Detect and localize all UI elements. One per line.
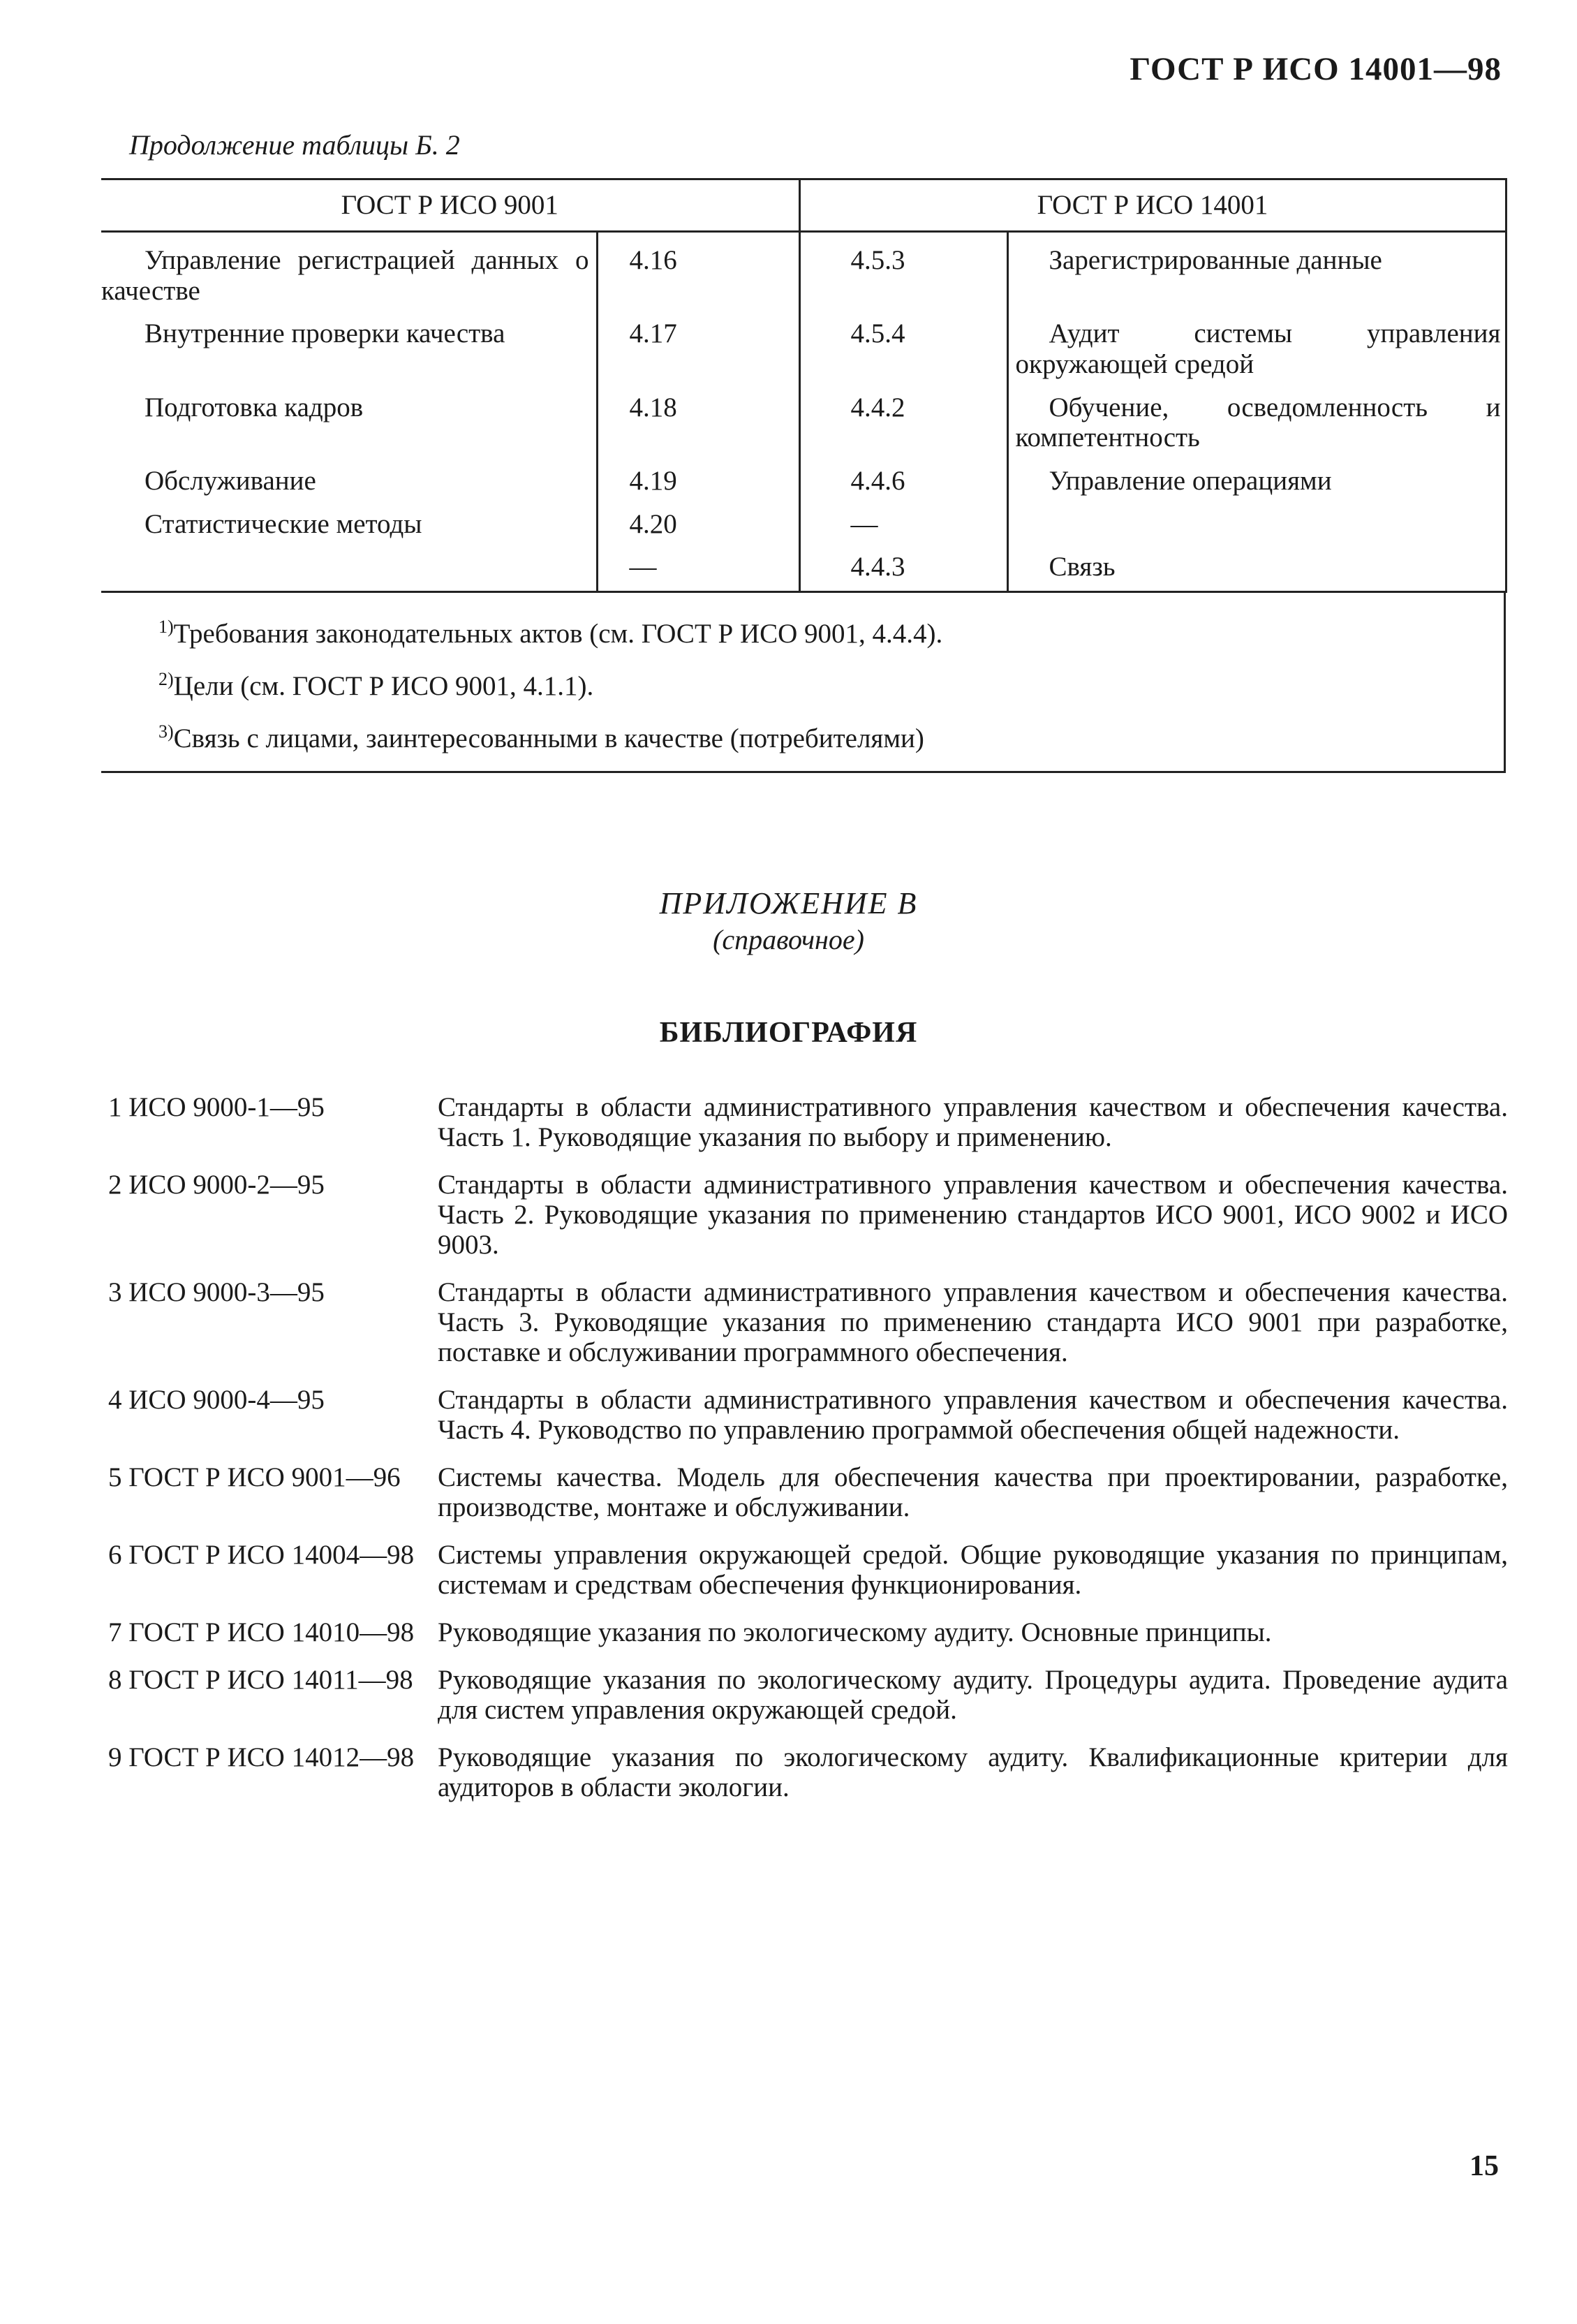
footnote-text: Связь с лицами, заинтересованными в качестве (потребителями) bbox=[173, 723, 924, 754]
bibliography-ref: 6 ГОСТ Р ИСО 14004—98 bbox=[108, 1540, 415, 1570]
appendix-subtitle: (справочное) bbox=[713, 924, 864, 955]
quality-element-name: Подготовка кадров bbox=[145, 392, 364, 422]
quality-element-cell bbox=[101, 453, 597, 497]
iso9001-clause: 4.20 bbox=[597, 497, 799, 540]
bibliography-text: Руководящие указания по экологическому аудиту. Квалификационные критерии для аудиторов в области экологии. bbox=[438, 1742, 1508, 1802]
footnote-mark: 3) bbox=[158, 721, 174, 742]
table-row bbox=[101, 232, 1506, 307]
table-caption: Продолжение таблицы Б. 2 bbox=[129, 129, 460, 161]
environmental-element-cell bbox=[1007, 453, 1506, 497]
iso14001-clause: 4.4.3 bbox=[799, 539, 1007, 591]
footnote-text: Требования законодательных актов (см. ГОСТ Р ИСО 9001, 4.4.4). bbox=[173, 619, 943, 649]
environmental-element-name: Аудит системы управления bbox=[1049, 318, 1501, 349]
bibliography-item bbox=[108, 1742, 1508, 1802]
quality-element-name bbox=[101, 552, 145, 582]
environmental-element-name: Связь bbox=[1049, 552, 1116, 582]
bibliography-item bbox=[108, 1385, 1508, 1445]
quality-element-name: Обслуживание bbox=[145, 466, 316, 497]
mapping-table-container bbox=[101, 178, 1506, 773]
iso14001-clause: 4.4.6 bbox=[799, 453, 1007, 497]
iso14001-clause: — bbox=[799, 497, 1007, 540]
bibliography-ref: 2 ИСО 9000-2—95 bbox=[108, 1170, 325, 1200]
bibliography-text: Стандарты в области административного управления качеством и обеспечения качества. Часть 4. Руководство по управлению программой обеспечения общей надежности. bbox=[438, 1385, 1508, 1445]
environmental-element-name: Зарегистрированные данные bbox=[1049, 245, 1382, 275]
bibliography-item bbox=[108, 1617, 1508, 1647]
footnote bbox=[158, 709, 1504, 761]
page-number: 15 bbox=[1469, 2150, 1499, 2182]
environmental-element-name-cont: компетентность bbox=[1015, 422, 1200, 453]
footnote-mark: 2) bbox=[158, 669, 174, 690]
footnote-mark: 1) bbox=[158, 617, 174, 638]
environmental-element-name-cont: окружающей средой bbox=[1015, 349, 1254, 380]
iso14001-clause: 4.5.3 bbox=[799, 232, 1007, 307]
bibliography-ref: 5 ГОСТ Р ИСО 9001—96 bbox=[108, 1462, 401, 1492]
bibliography-text: Системы качества. Модель для обеспечения качества при проектировании, разработке, производстве, монтаже и обслуживании. bbox=[438, 1462, 1508, 1522]
bibliography-list bbox=[108, 1092, 1508, 1820]
table-row bbox=[101, 306, 1506, 379]
bibliography-item bbox=[108, 1277, 1508, 1367]
bibliography-text: Системы управления окружающей средой. Общие руководящие указания по принципам, системам и средствам обеспечения функционирования. bbox=[438, 1540, 1508, 1600]
bibliography-ref: 9 ГОСТ Р ИСО 14012—98 bbox=[108, 1742, 415, 1772]
quality-element-cell bbox=[101, 380, 597, 453]
environmental-element-cell bbox=[1007, 539, 1506, 591]
bibliography-text: Стандарты в области административного управления качеством и обеспечения качества. Часть 3. Руководящие указания по применению стандарта ИСО 9001 при разработке, поставке и обслуживании программного обеспечения. bbox=[438, 1277, 1508, 1367]
bibliography-ref: 4 ИСО 9000-4—95 bbox=[108, 1385, 325, 1415]
bibliography-item bbox=[108, 1462, 1508, 1522]
environmental-element-name: Управление операциями bbox=[1049, 466, 1332, 497]
environmental-element-cell bbox=[1007, 306, 1506, 379]
column-header-iso14001: ГОСТ Р ИСО 14001 bbox=[799, 179, 1506, 232]
column-header-iso9001: ГОСТ Р ИСО 9001 bbox=[101, 179, 799, 232]
footnote bbox=[158, 656, 1504, 709]
environmental-element-cell bbox=[1007, 497, 1506, 540]
iso9001-clause: 4.18 bbox=[597, 380, 799, 453]
iso9001-clause: — bbox=[597, 539, 799, 591]
iso14001-clause: 4.5.4 bbox=[799, 306, 1007, 379]
bibliography-ref: 3 ИСО 9000-3—95 bbox=[108, 1277, 325, 1307]
quality-element-name: Внутренние проверки качества bbox=[145, 318, 505, 349]
bibliography-item bbox=[108, 1170, 1508, 1260]
environmental-element-cell bbox=[1007, 232, 1506, 307]
table-header-row bbox=[101, 179, 1506, 232]
iso14001-clause: 4.4.2 bbox=[799, 380, 1007, 453]
bibliography-item bbox=[108, 1665, 1508, 1725]
table-row bbox=[101, 539, 1506, 591]
bibliography-item bbox=[108, 1092, 1508, 1152]
environmental-element-name: Обучение, осведомленность и bbox=[1049, 392, 1501, 422]
environmental-element-name bbox=[1016, 509, 1049, 539]
iso9001-clause: 4.19 bbox=[597, 453, 799, 497]
quality-element-name-cont: о качестве bbox=[101, 245, 589, 306]
bibliography-text: Стандарты в области административного управления качеством и обеспечения качества. Часть 2. Руководящие указания по применению стандартов ИСО 9001, ИСО 9002 и ИСО 9003. bbox=[438, 1170, 1508, 1260]
footnote-text: Цели (см. ГОСТ Р ИСО 9001, 4.1.1). bbox=[173, 671, 594, 702]
quality-element-cell bbox=[101, 306, 597, 379]
environmental-element-cell bbox=[1007, 380, 1506, 453]
quality-element-name: Управление регистрацией данных bbox=[145, 245, 559, 275]
mapping-table bbox=[101, 178, 1507, 593]
bibliography-title: БИБЛИОГРАФИЯ bbox=[659, 1017, 918, 1049]
bibliography-text: Руководящие указания по экологическому аудиту. Процедуры аудита. Проведение аудита для систем управления окружающей средой. bbox=[438, 1665, 1508, 1725]
table-row bbox=[101, 380, 1506, 453]
quality-element-cell bbox=[101, 497, 597, 540]
bibliography-text: Стандарты в области административного управления качеством и обеспечения качества. Часть 1. Руководящие указания по выбору и применению. bbox=[438, 1092, 1508, 1152]
appendix-title: ПРИЛОЖЕНИЕ В bbox=[659, 886, 918, 920]
table-row bbox=[101, 453, 1506, 497]
bibliography-ref: 7 ГОСТ Р ИСО 14010—98 bbox=[108, 1617, 415, 1647]
footnote bbox=[158, 604, 1504, 656]
iso9001-clause: 4.16 bbox=[597, 232, 799, 307]
bibliography-item bbox=[108, 1540, 1508, 1600]
quality-element-name: Статистические методы bbox=[145, 508, 422, 539]
bibliography-ref: 8 ГОСТ Р ИСО 14011—98 bbox=[108, 1665, 413, 1695]
bibliography-ref: 1 ИСО 9000-1—95 bbox=[108, 1092, 325, 1122]
table-row bbox=[101, 497, 1506, 540]
iso9001-clause: 4.17 bbox=[597, 306, 799, 379]
bibliography-text: Руководящие указания по экологическому аудиту. Основные принципы. bbox=[438, 1617, 1272, 1647]
quality-element-cell bbox=[101, 232, 597, 307]
table-footnotes bbox=[101, 593, 1506, 773]
quality-element-cell bbox=[101, 539, 597, 591]
document-standard-header: ГОСТ Р ИСО 14001—98 bbox=[1130, 51, 1502, 87]
